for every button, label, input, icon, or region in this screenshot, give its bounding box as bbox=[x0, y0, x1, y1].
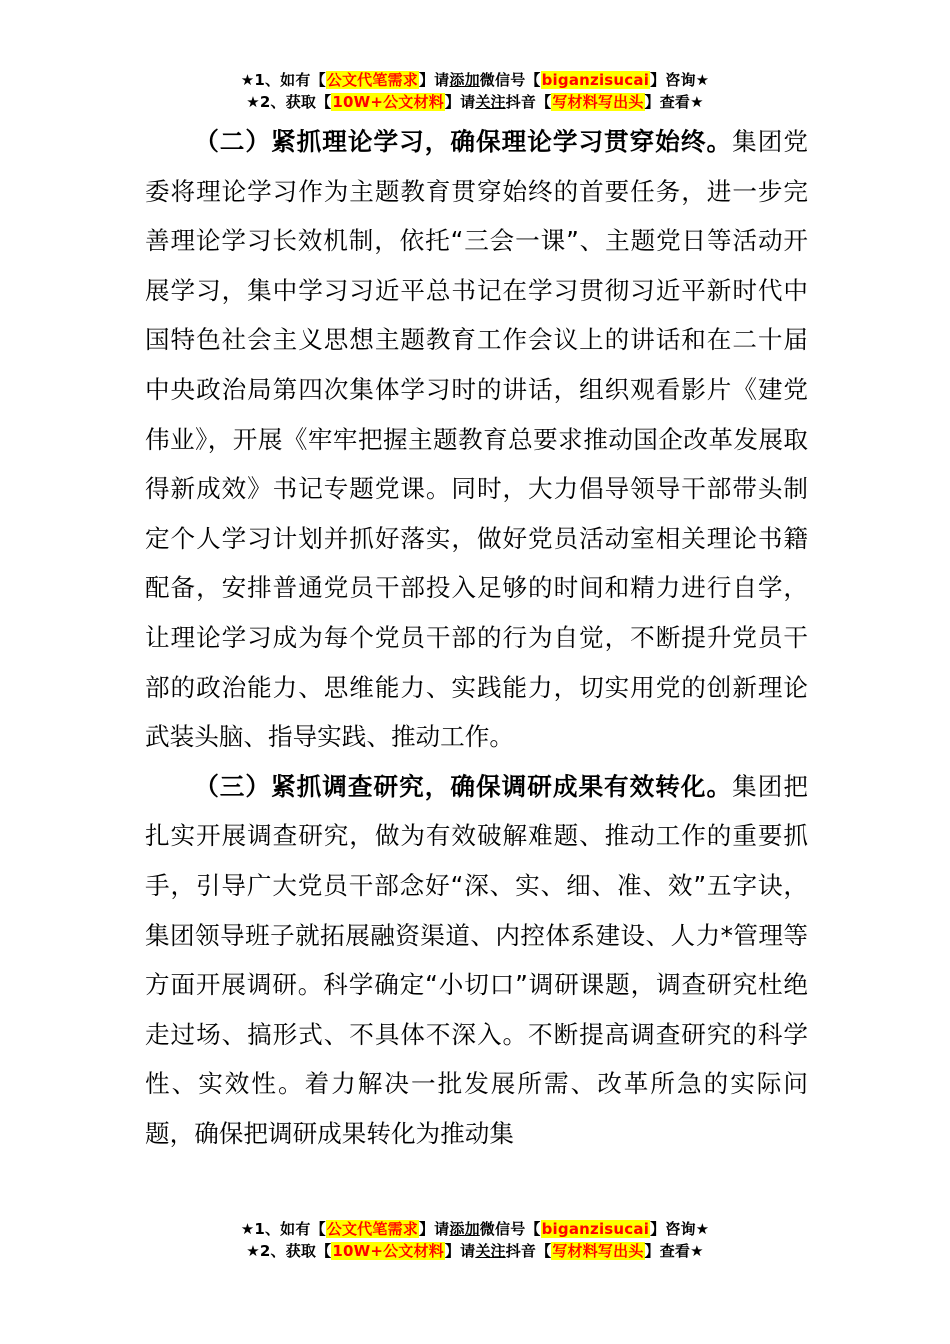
paragraph-heading: （二）紧抓理论学习，确保理论学习贯穿始终。 bbox=[194, 127, 733, 156]
banner-text: 】请 bbox=[444, 93, 476, 111]
banner-text: 】请 bbox=[418, 1220, 450, 1238]
banner-text: ★1、如有【 bbox=[240, 1220, 326, 1238]
header-banner bbox=[0, 69, 950, 113]
banner-text: 抖音【 bbox=[505, 1242, 552, 1260]
banner-line-1 bbox=[0, 1218, 950, 1240]
banner-underline-text: 关注 bbox=[475, 93, 506, 111]
paragraph-investigation-research bbox=[145, 762, 808, 1159]
banner-highlight: 10W+公文材料 bbox=[332, 1242, 444, 1260]
banner-underline-text: 添加 bbox=[449, 71, 480, 89]
banner-text: ★1、如有【 bbox=[240, 71, 326, 89]
banner-highlight: 公文代笔需求 bbox=[326, 1220, 418, 1238]
banner-text: 】查看★ bbox=[644, 1242, 704, 1260]
paragraph-text: 集团党委将理论学习作为主题教育贯穿始终的首要任务，进一步完善理论学习长效机制，依托“三会一课”、主题党日等活动开展学习，集中学习习近平总书记在学习贯彻习近平新时代中国特色社会主义思想主题教育工作会议上的讲话和在二十届中央政治局第四次集体学习时的讲话，组织观看影片《建党伟业》，开展《牢牢把握主题教育总要求推动国企改革发展取得新成效》书记专题党课。同时，大力倡导领导干部带头制定个人学习计划并抓好落实，做好党员活动室相关理论书籍配备，安排普通党员干部投入足够的时间和精力进行自学，让理论学习成为每个党员干部的行为自觉，不断提升党员干部的政治能力、思维能力、实践能力，切实用党的创新理论武装头脑、指导实践、推动工作。 bbox=[145, 127, 808, 752]
banner-highlight: 公文代笔需求 bbox=[326, 71, 418, 89]
banner-text: ★2、获取【 bbox=[246, 1242, 332, 1260]
paragraph-heading: （三）紧抓调查研究，确保调研成果有效转化。 bbox=[194, 771, 733, 801]
banner-highlight: 写材料写出头 bbox=[552, 93, 644, 111]
banner-text: ★2、获取【 bbox=[246, 93, 332, 111]
banner-text: 抖音【 bbox=[505, 93, 552, 111]
banner-highlight: biganzisucai bbox=[541, 71, 650, 89]
banner-text: 】请 bbox=[418, 71, 450, 89]
banner-highlight: 10W+公文材料 bbox=[332, 93, 444, 111]
banner-text: 微信号【 bbox=[479, 1220, 541, 1238]
banner-line-2 bbox=[0, 91, 950, 113]
banner-text: 】咨询★ bbox=[650, 1220, 710, 1238]
banner-text: 】咨询★ bbox=[650, 71, 710, 89]
banner-line-1 bbox=[0, 69, 950, 91]
banner-line-2 bbox=[0, 1240, 950, 1262]
paragraph-text: 集团把扎实开展调查研究，做为有效破解难题、推动工作的重要抓手，引导广大党员干部念好“深、实、细、准、效”五字诀，集团领导班子就拓展融资渠道、内控体系建设、人力*管理等方面开展调研。科学确定“小切口”调研课题，调查研究杜绝走过场、搞形式、不具体不深入。不断提高调查研究的科学性、实效性。着力解决一批发展所需、改革所急的实际问题，确保把调研成果转化为推动集 bbox=[145, 771, 808, 1148]
paragraph-theory-study bbox=[145, 117, 808, 762]
banner-text: 】查看★ bbox=[644, 93, 704, 111]
banner-underline-text: 关注 bbox=[475, 1242, 506, 1260]
footer-banner bbox=[0, 1218, 950, 1262]
banner-underline-text: 添加 bbox=[449, 1220, 480, 1238]
banner-highlight: 写材料写出头 bbox=[552, 1242, 644, 1260]
banner-highlight: biganzisucai bbox=[541, 1220, 650, 1238]
banner-text: 微信号【 bbox=[479, 71, 541, 89]
document-body bbox=[145, 117, 808, 1158]
banner-text: 】请 bbox=[444, 1242, 476, 1260]
